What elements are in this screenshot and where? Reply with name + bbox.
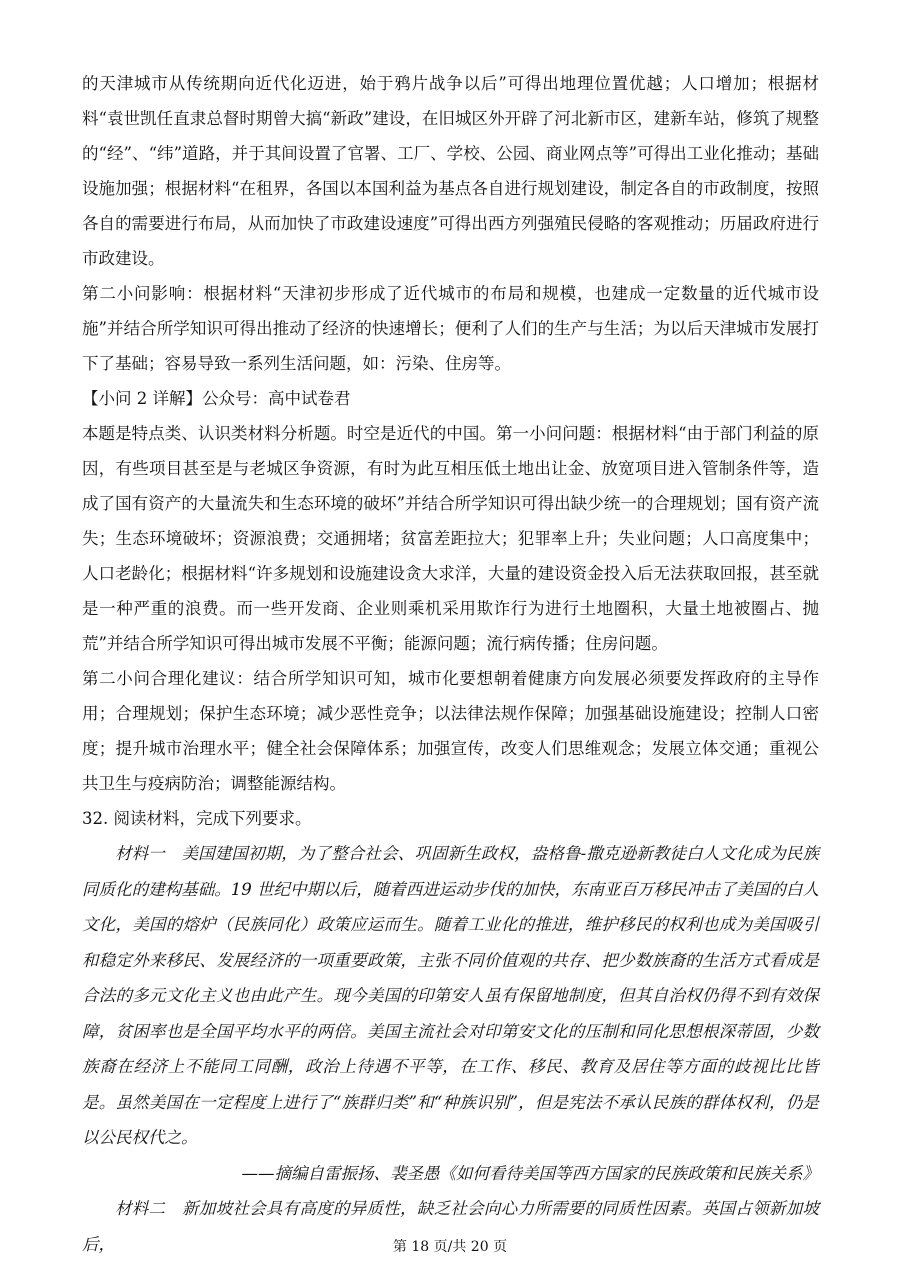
material-1-text: 材料一 美国建国初期，为了整合社会、巩固新生政权，盎格鲁-撒克逊新教徒白人文化成为民族同质化的建构基础。19 世纪中期以后，随着西进运动步伐的加快，东南亚百万移民冲击了美国的白人文化，美国的熔炉（民族同化）政策应运而生。随着工业化的推进，维护移民的权利也成为美国吸引和稳定外来移民、发展经济的一项重要政策，主张不同价值观的共存、把少数族裔的生活方式看成是合法的多元文化主义也由此产生。现今美国的印第安人虽有保留地制度，但其自治权仍得不到有效保障，贫困率也是全国平均水平的两倍。美国主流社会对印第安文化的压制和同化思想根深蒂固，少数族裔在经济上不能同工同酬，政治上待遇不平等，在工作、移民、教育及居住等方面的歧视比比皆是。虽然美国在一定程度上进行了“族群归类”和“种族识别”，但是宪法不承认民族的群体权利，仍是以公民权代之。 xyxy=(82,844,819,1147)
answer-paragraph-1: 的天津城市从传统期向近代化迈进，始于鸦片战争以后”可得出地理位置优越；人口增加；根据材料“袁世凯任直隶总督时期曾大搞“新政”建设，在旧城区外开辟了河北新市区，建新车站，修筑了规整的“经”、“纬”道路，并于其间设置了官署、工厂、学校、公园、商业网点等”可得出工业化推动；基础设施加强；根据材料“在租界，各国以本国利益为基点各自进行规划建设，制定各自的市政制度，按照各自的需要进行布局，从而加快了市政建设速度”可得出西方列强殖民侵略的客观推动；历届政府进行市政建设。 xyxy=(82,74,819,268)
answer-paragraph-2: 第二小问影响：根据材料“天津初步形成了近代城市的布局和规模，也建成一定数量的近代城市设施”并结合所学知识可得出推动了经济的快速增长；便利了人们的生产与生活；为以后天津城市发展打下了基础；容易导致一系列生活问题，如：污染、住房等。 xyxy=(82,284,819,373)
page-footer: 第 18 页/共 20 页 xyxy=(392,1239,508,1255)
sub-question-2-heading: 【小问 2 详解】公众号：高中试卷君 xyxy=(82,389,351,408)
answer-paragraph-3: 本题是特点类、认识类材料分析题。时空是近代的中国。第一小问问题：根据材料“由于部门利益的原因，有些项目甚至是与老城区争资源，有时为此互相压低土地出让金、放宽项目进入管制条件等，造成了国有资产的大量流失和生态环境的破坏”并结合所学知识可得出缺少统一的合理规划；国有资产流失；生态环境破坏；资源浪费；交通拥堵；贫富差距拉大；犯罪率上升；失业问题；人口高度集中；人口老龄化；根据材料“许多规划和设施建设贪大求洋，大量的建设资金投入后无法获取回报，甚至就是一种严重的浪费。而一些开发商、企业则乘机采用欺诈行为进行土地圈积，大量土地被圈占、抛荒”并结合所学知识可得出城市发展不平衡；能源问题；流行病传播；住房问题。 xyxy=(82,424,819,653)
question-32-heading: 32. 阅读材料，完成下列要求。 xyxy=(82,809,312,828)
answer-paragraph-4: 第二小问合理化建议：结合所学知识可知，城市化要想朝着健康方向发展必须要发挥政府的主导作用；合理规划；保护生态环境；减少恶性竞争；以法律法规作保障；加强基础设施建设；控制人口密度；提升城市治理水平；健全社会保障体系；加强宣传，改变人们思维观念；发展立体交通；重视公共卫生与疫病防治；调整能源结构。 xyxy=(82,669,819,793)
material-1-citation: ——摘编自雷振扬、裴圣愚《如何看待美国等西方国家的民族政策和民族关系》 xyxy=(241,1163,819,1183)
page-content xyxy=(82,66,819,1262)
material-2-text: 材料二 新加坡社会具有高度的异质性，缺乏社会向心力所需要的同质性因素。英国占领新加坡后， xyxy=(82,1199,819,1254)
